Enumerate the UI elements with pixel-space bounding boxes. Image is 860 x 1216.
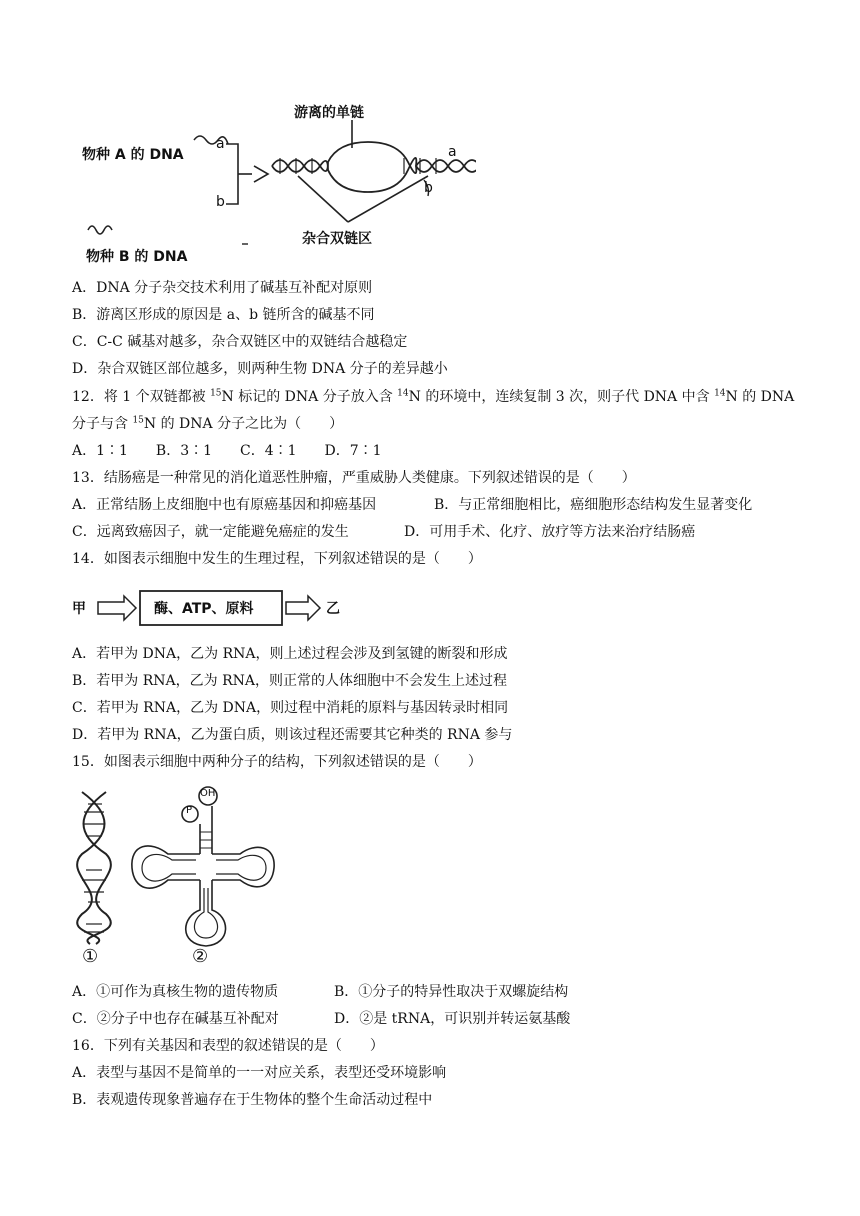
q11-option-d: D．杂合双链区部位越多，则两种生物 DNA 分子的差异越小 bbox=[72, 361, 448, 377]
q16-option-b: B．表观遗传现象普遍存在于生物体的整个生命活动过程中 bbox=[72, 1092, 433, 1108]
isotope-mass: 14 bbox=[397, 388, 409, 399]
q14-option-a: A．若甲为 DNA，乙为 RNA，则上述过程会涉及到氢键的断裂和形成 bbox=[72, 646, 508, 662]
q15-option-d: D．②是 tRNA，可识别并转运氨基酸 bbox=[334, 1011, 571, 1027]
molecule-structure-figure bbox=[72, 784, 292, 970]
q14-option-c: C．若甲为 RNA，乙为 DNA，则过程中消耗的原料与基因转录时相同 bbox=[72, 700, 509, 716]
q12-stem-text: 分子与含 bbox=[72, 416, 133, 432]
q16-option-a: A．表型与基因不是简单的一一对应关系，表型还受环境影响 bbox=[72, 1065, 447, 1081]
q13-option-d: D．可用手术、化疗、放疗等方法来治疗结肠癌 bbox=[404, 524, 696, 540]
hybrid-region-label: 杂合双链区 bbox=[302, 231, 372, 247]
isotope-mass: 14 bbox=[714, 388, 726, 399]
q14-stem: 14．如图表示细胞中发生的生理过程，下列叙述错误的是（ ） bbox=[72, 551, 482, 567]
hydroxyl-label: OH bbox=[200, 788, 216, 799]
q12-options: A．1∶1 B．3∶1 C．4∶1 D．7∶1 bbox=[72, 443, 382, 459]
q12-stem-text: 12．将 1 个双链都被 bbox=[72, 389, 211, 405]
q13-option-c: C．远离致癌因子，就一定能避免癌症的发生 bbox=[72, 524, 349, 540]
q12-stem-text: N 的 DNA bbox=[725, 389, 795, 405]
q12-stem-text: N 的 DNA 分子之比为（ ） bbox=[143, 416, 344, 432]
species-b-label: 物种 B 的 DNA bbox=[86, 249, 188, 265]
q15-stem: 15．如图表示细胞中两种分子的结构，下列叙述错误的是（ ） bbox=[72, 754, 482, 770]
strand-a-left-label: a bbox=[216, 136, 225, 152]
q11-option-b: B．游离区形成的原因是 a、b 链所含的碱基不同 bbox=[72, 307, 375, 323]
dna-hybridization-figure bbox=[76, 96, 476, 276]
q13-option-a: A．正常结肠上皮细胞中也有原癌基因和抑癌基因 bbox=[72, 497, 377, 513]
q13-option-b: B．与正常细胞相比，癌细胞形态结构发生显著变化 bbox=[434, 497, 753, 513]
figure-number-2: ② bbox=[192, 946, 209, 967]
q14-option-b: B．若甲为 RNA，乙为 RNA，则正常的人体细胞中不会发生上述过程 bbox=[72, 673, 507, 689]
molecule-drawing bbox=[72, 784, 292, 970]
q14-option-d: D．若甲为 RNA，乙为蛋白质，则该过程还需要其它种类的 RNA 参与 bbox=[72, 727, 513, 743]
process-box-label: 酶、ATP、原料 bbox=[154, 601, 254, 617]
q16-stem: 16．下列有关基因和表型的叙述错误的是（ ） bbox=[72, 1038, 384, 1054]
strand-b-right-label: b bbox=[424, 180, 433, 196]
free-strand-label: 游离的单链 bbox=[294, 105, 364, 121]
q12-stem-text: N 标记的 DNA 分子放入含 bbox=[221, 389, 398, 405]
figure-number-1: ① bbox=[82, 946, 99, 967]
output-label: 乙 bbox=[326, 601, 340, 617]
q15-option-c: C．②分子中也存在碱基互补配对 bbox=[72, 1011, 279, 1027]
strand-b-left-label: b bbox=[216, 194, 225, 210]
process-figure bbox=[72, 588, 372, 628]
q15-option-a: A．①可作为真核生物的遗传物质 bbox=[72, 984, 279, 1000]
q12-stem-line1 bbox=[72, 387, 794, 407]
q11-option-c: C．C-C 碱基对越多，杂合双链区中的双链结合越稳定 bbox=[72, 334, 408, 350]
strand-a-right-label: a bbox=[448, 144, 457, 160]
isotope-mass: 15 bbox=[132, 415, 144, 426]
q12-stem-text: N 的环境中，连续复制 3 次，则子代 DNA 中含 bbox=[408, 389, 715, 405]
isotope-mass: 15 bbox=[210, 388, 222, 399]
phosphate-label: P bbox=[186, 805, 193, 816]
q11-option-a: A．DNA 分子杂交技术利用了碱基互补配对原则 bbox=[72, 280, 373, 296]
q12-stem-line2 bbox=[72, 414, 343, 434]
species-a-label: 物种 A 的 DNA bbox=[82, 147, 184, 163]
q13-stem: 13．结肠癌是一种常见的消化道恶性肿瘤，严重威胁人类健康。下列叙述错误的是（ ） bbox=[72, 470, 636, 486]
input-label: 甲 bbox=[72, 601, 86, 617]
q15-option-b: B．①分子的特异性取决于双螺旋结构 bbox=[334, 984, 569, 1000]
